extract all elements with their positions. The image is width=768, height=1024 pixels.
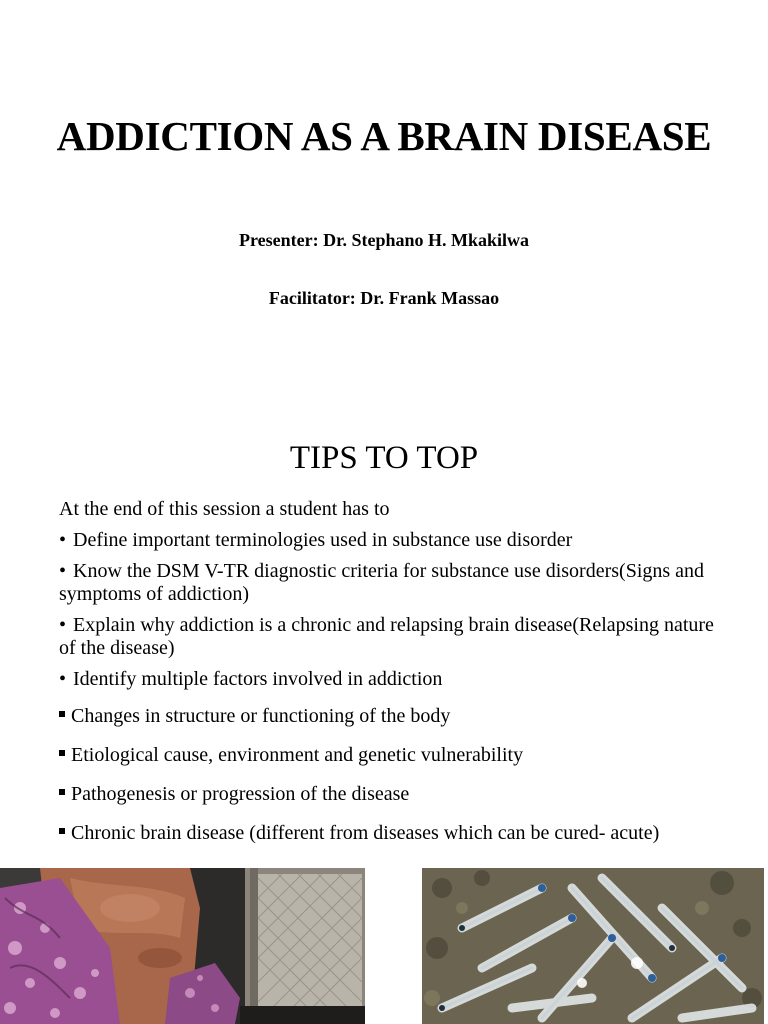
bullet-marker: • [59, 529, 67, 551]
square-bullet-icon [59, 750, 65, 756]
factor-text: Chronic brain disease (different from diseases which can be cured- acute) [71, 822, 660, 844]
square-bullet-icon [59, 789, 65, 795]
patient-photo-illustration [0, 868, 365, 1024]
factor-item [59, 822, 719, 845]
bullet-marker: • [59, 668, 67, 690]
facilitator-credit: Facilitator: Dr. Frank Massao [268, 288, 500, 308]
objective-text: Define important terminologies used in substance use disorder [73, 529, 573, 551]
factor-item [59, 783, 719, 806]
tips-heading: TIPS TO TOP [289, 440, 479, 476]
syringes-photo [422, 868, 764, 1024]
tips-intro: At the end of this session a student has to [59, 498, 390, 520]
objective-text: Know the DSM V-TR diagnostic criteria for substance use disorders(Signs and symptoms of addiction) [59, 560, 705, 605]
factor-item [59, 744, 719, 767]
syringes-photo-illustration [422, 868, 764, 1024]
factor-item [59, 705, 719, 728]
factor-text: Changes in structure or functioning of the body [71, 705, 451, 727]
objective-text: Identify multiple factors involved in addiction [73, 668, 443, 690]
square-bullet-icon [59, 711, 65, 717]
slide-title: ADDICTION AS A BRAIN DISEASE [56, 113, 712, 159]
objective-item [59, 668, 719, 691]
square-bullet-icon [59, 828, 65, 834]
bullet-marker: • [59, 614, 67, 636]
objectives-list [59, 529, 719, 845]
presenter-credit: Presenter: Dr. Stephano H. Mkakilwa [239, 230, 529, 250]
objective-text: Explain why addiction is a chronic and relapsing brain disease(Relapsing nature of the disease) [59, 614, 714, 659]
tips-content [59, 498, 719, 861]
objective-item [59, 614, 719, 660]
objective-item [59, 560, 719, 606]
factor-text: Etiological cause, environment and genetic vulnerability [71, 744, 524, 766]
patient-photo [0, 868, 365, 1024]
objective-item [59, 529, 719, 552]
bullet-marker: • [59, 560, 67, 582]
factor-text: Pathogenesis or progression of the disease [71, 783, 410, 805]
